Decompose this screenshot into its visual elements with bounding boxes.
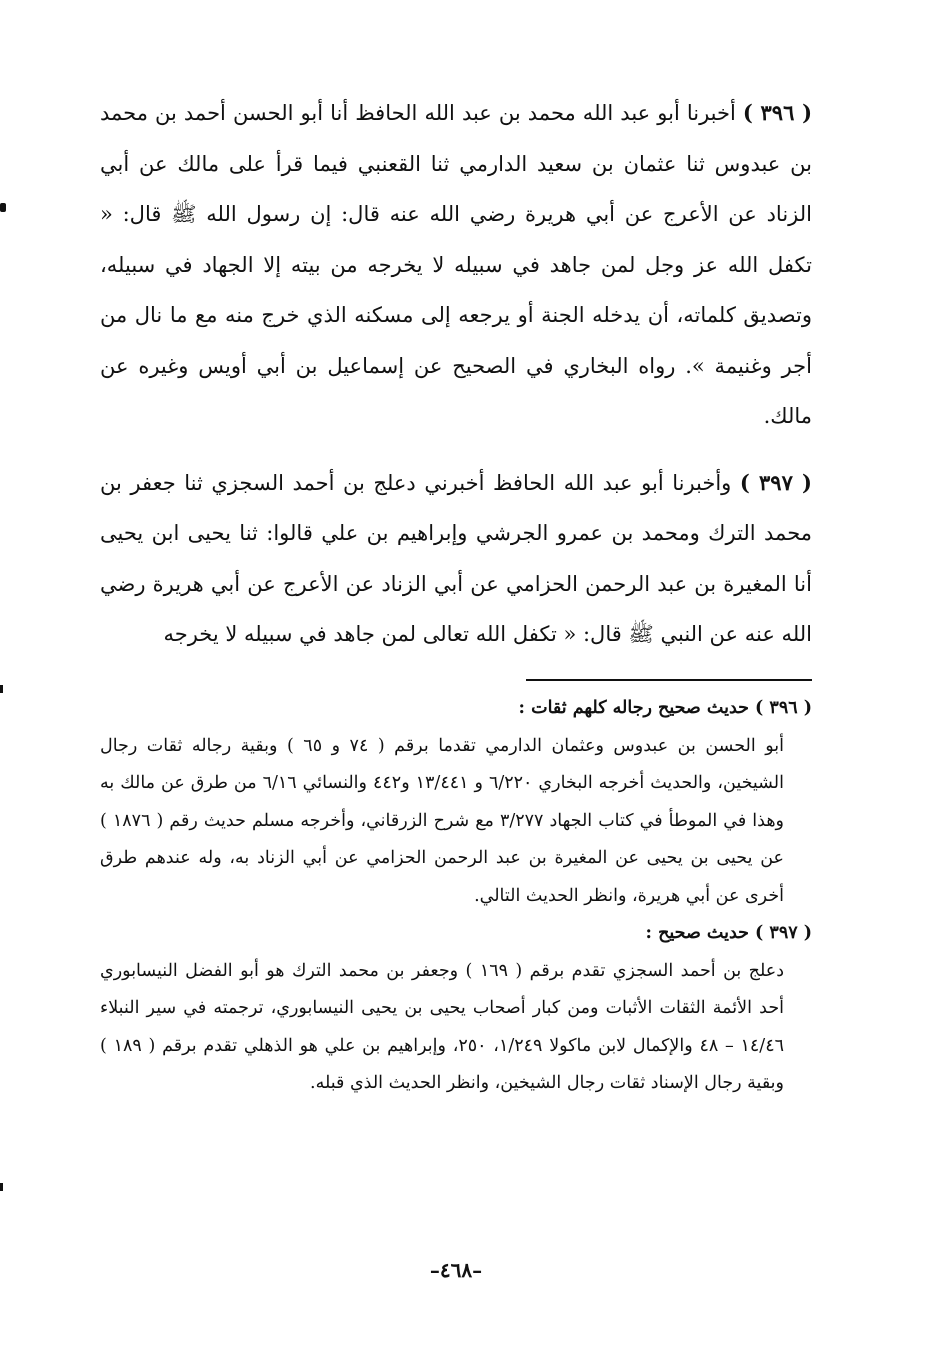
hadith-397-text: وأخبرنا أبو عبد الله الحافظ أخبرني دعلج بن أحمد السجزي ثنا جعفر بن محمد الترك ومحمد بن عمرو الجرشي وإبراهيم بن علي قالوا: ثنا يحيى ابن يحيى أنا المغيرة بن عبد الرحمن الحزامي عن أبي الزناد عن الأعرج عن أبي هريرة رضي الله عنه عن النبي ﷺ قال: « تكفل الله تعالى لمن جاهد في سبيله لا يخرجه [100,470,812,646]
margin-mark [0,685,3,693]
footnote-397-heading [100,915,812,953]
margin-mark [0,1183,3,1191]
footnote-397-title: حديث صحيح : [645,923,749,943]
footnote-397-body: دعلج بن أحمد السجزي تقدم برقم ( ١٦٩ ) وجعفر بن محمد الترك هو أبو الفضل النيسابوري أحد الأئمة الثقات الأثبات ومن كبار أصحاب يحيى بن يحيى النيسابوري، ترجمته في سير النبلاء ١٤/٤٦ – ٤٨ والإكمال لابن ماكولا ١/٢٤٩، ٢٥٠، وإبراهيم بن علي هو الذهلي تقدم برقم ( ١٨٩ ) وبقية رجال الإسناد ثقات رجال الشيخين، وانظر الحديث الذي قبله. [100,960,785,1093]
hadith-397 [100,458,812,660]
main-text [100,88,812,660]
margin-mark [0,203,6,212]
page-number: –٤٦٨– [429,1258,483,1282]
hadith-396-number: ( ٣٩٦ ) [742,100,813,125]
footnote-397-number: ( ٣٩٧ ) [755,923,812,943]
footnotes [100,690,812,1103]
footnote-396-heading [100,690,812,728]
hadith-397-number: ( ٣٩٧ ) [739,469,812,495]
footnote-divider [526,679,812,681]
footnote-396-body: أبو الحسن بن عبدوس وعثمان الدارمي تقدما برقم ( ٧٤ و ٦٥ ) وبقية رجاله ثقات رجال الشيخين، والحديث أخرجه البخاري ٦/٢٢٠ و ١٣/٤٤١ و٤٤٢ والنسائي ٦/١٦ من طرق عن مالك به وهذا في الموطأ في كتاب الجهاد ٣/٢٧٧ مع شرح الزرقاني، وأخرجه مسلم حديث رقم ( ١٨٧٦ ) عن يحيى بن يحيى عن المغيرة بن عبد الرحمن الحزامي عن أبي الزناد به، وله عندهم طرق أخرى عن أبي هريرة، وانظر الحديث التالي. [100,735,785,906]
hadith-396 [100,88,812,442]
footnote-396-number: ( ٣٩٦ ) [755,698,812,718]
footnote-396-title: حديث صحيح رجاله كلهم ثقات : [518,698,749,718]
hadith-396-text: أخبرنا أبو عبد الله محمد بن عبد الله الحافظ أنا أبو الحسن أحمد بن محمد بن عبدوس ثنا عثمان بن سعيد الدارمي ثنا القعنبي فيما قرأ على مالك عن أبي الزناد عن الأعرج عن أبي هريرة رضي الله عنه قال: إن رسول الله ﷺ قال: « تكفل الله عز وجل لمن جاهد في سبيله لا يخرجه من بيته إلا الجهاد في سبيله، وتصديق كلماته، أن يدخله الجنة أو يرجعه إلى مسكنه الذي خرج منه مع ما نال من أجر وغنيمة ». رواه البخاري في الصحيح عن إسماعيل بن أبي أويس وغيره عن مالك. [100,101,812,428]
